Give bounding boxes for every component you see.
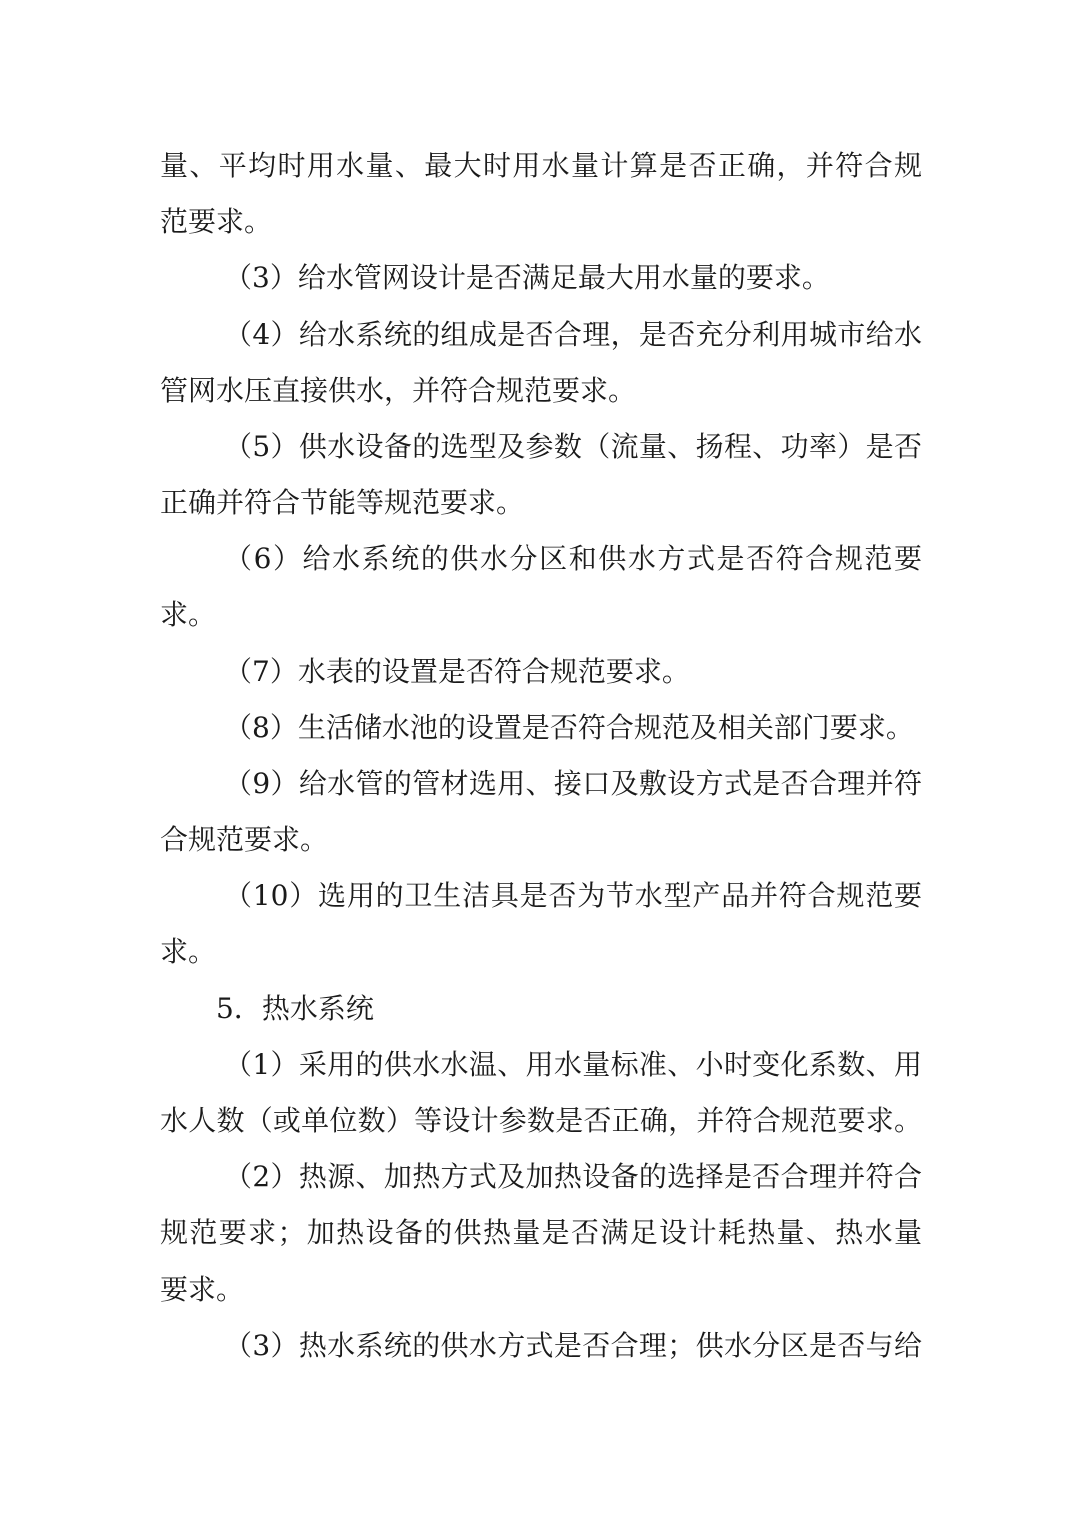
list-item-3: （3）给水管网设计是否满足最大用水量的要求。 bbox=[224, 261, 830, 294]
list-item-4: （4）给水系统的组成是否合理，是否充分利用城市给水 bbox=[224, 318, 922, 351]
text-line: 规范要求；加热设备的供热量是否满足设计耗热量、热水量 bbox=[160, 1216, 922, 1249]
list-item-1: （1）采用的供水水温、用水量标准、小时变化系数、用 bbox=[224, 1048, 922, 1081]
list-item-5: （5）供水设备的选型及参数（流量、扬程、功率）是否 bbox=[224, 430, 922, 463]
text-line: 量、平均时用水量、最大时用水量计算是否正确，并符合规 bbox=[160, 149, 922, 182]
list-item-7: （7）水表的设置是否符合规范要求。 bbox=[224, 655, 690, 688]
list-item-2: （2）热源、加热方式及加热设备的选择是否合理并符合 bbox=[224, 1160, 922, 1193]
section-heading: 5．热水系统 bbox=[216, 992, 374, 1025]
text-line: 管网水压直接供水，并符合规范要求。 bbox=[160, 374, 637, 407]
text-line: 水人数（或单位数）等设计参数是否正确，并符合规范要求。 bbox=[160, 1104, 922, 1137]
list-item-8: （8）生活储水池的设置是否符合规范及相关部门要求。 bbox=[224, 711, 914, 744]
text-line: 求。 bbox=[160, 598, 217, 631]
text-line: 正确并符合节能等规范要求。 bbox=[160, 486, 525, 519]
text-line: 合规范要求。 bbox=[160, 823, 329, 856]
list-item-10: （10）选用的卫生洁具是否为节水型产品并符合规范要 bbox=[224, 879, 922, 912]
list-item-9: （9）给水管的管材选用、接口及敷设方式是否合理并符 bbox=[224, 767, 922, 800]
text-line: 求。 bbox=[160, 935, 217, 968]
list-item-6: （6）给水系统的供水分区和供水方式是否符合规范要 bbox=[224, 542, 922, 575]
text-line: 要求。 bbox=[160, 1273, 245, 1306]
list-item-3b: （3）热水系统的供水方式是否合理；供水分区是否与给 bbox=[224, 1329, 922, 1362]
text-line: 范要求。 bbox=[160, 205, 273, 238]
